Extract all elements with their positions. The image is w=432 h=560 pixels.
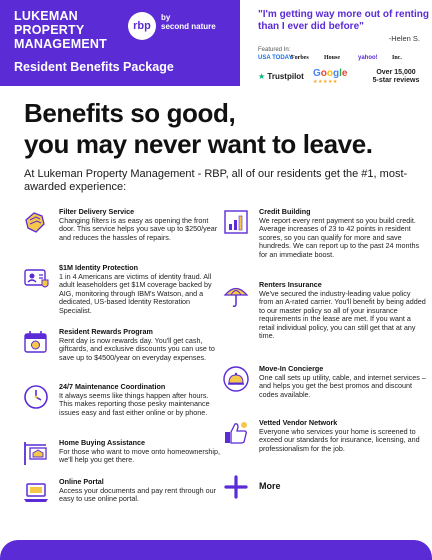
featured-label: Featured In: (258, 47, 291, 53)
benefit-description: Changing filters is as easy as opening the front door. This service helps you save up to $250/year and reduces the hassles of repairs. (59, 215, 218, 242)
press-logos (258, 55, 428, 65)
benefit-title: Renters Insurance (259, 280, 322, 289)
press-logo: USA TODAY (258, 55, 293, 61)
thumbs-up-icon (222, 419, 250, 447)
footer-bar (0, 540, 432, 560)
more-label: More (259, 481, 281, 491)
press-logo: House (324, 55, 341, 61)
laptop-icon (22, 478, 50, 506)
testimonial-quote: "I'm getting way more out of renting than I ever did before" (258, 9, 430, 32)
trustpilot-logo: ★ Trustpilot (258, 72, 304, 81)
testimonial-author: -Helen S. (388, 34, 420, 43)
rewards-calendar-icon (22, 328, 50, 356)
benefit-title: Online Portal (59, 477, 104, 486)
reviews (258, 68, 432, 86)
headline-line: Benefits so good, (24, 98, 236, 128)
benefit-title: Credit Building (259, 207, 311, 216)
partner-logo (161, 13, 216, 31)
rbp-logo: rbp (128, 12, 156, 40)
clock-icon (22, 383, 50, 411)
press-logo: yahoo! (358, 55, 378, 61)
company-line: PROPERTY (14, 23, 85, 37)
benefit-description: Everyone who services your home is screened to exceed our standards for insurance, licensing, and professionalism for the job. (259, 426, 420, 453)
identity-protection-icon (22, 264, 50, 292)
filter-delivery-icon (22, 208, 50, 236)
intro-text: At Lukeman Property Management - RBP, all of our residents get the #1, most-awarded experience: (24, 168, 408, 193)
home-sign-icon (22, 439, 50, 467)
credit-chart-icon (222, 208, 250, 236)
package-title: Resident Benefits Package (14, 60, 174, 74)
company-name (14, 9, 107, 51)
benefit-description: Rent day is now rewards day. You'll get cash, giftcards, and exclusive discounts you can use to save up to $4500/year on everyday expenses. (59, 335, 215, 362)
company-line: LUKEMAN (14, 9, 78, 23)
concierge-bell-icon (222, 365, 250, 393)
header (0, 0, 432, 86)
benefit-description: It always seems like things happen after hours. This makes reporting those pesky maintenance issues easy and fast either online or by phone. (59, 390, 210, 417)
press-logo: Forbes (291, 55, 309, 61)
benefit-description: Access your documents and pay rent through our easy to use online portal. (59, 485, 217, 504)
partner-name: second nature (161, 22, 216, 31)
star-icon: ★ (258, 72, 266, 81)
headline (24, 98, 373, 160)
plus-icon (222, 473, 250, 501)
benefit-title: Home Buying Assistance (59, 438, 146, 447)
rating-stars-icon: ★★★★★ (313, 79, 338, 85)
benefit-description: One call sets up utility, cable, and internet services – and helps you get the best promos and discount codes available. (259, 372, 426, 399)
headline-line: you may never want to leave. (24, 129, 373, 159)
benefit-title: Vetted Vendor Network (259, 418, 338, 427)
google-logo: Google (313, 68, 348, 79)
benefit-title: Resident Rewards Program (59, 327, 153, 336)
benefit-title: 24/7 Maintenance Coordination (59, 382, 166, 391)
insurance-umbrella-icon (222, 281, 250, 309)
benefit-title: Move-In Concierge (259, 364, 324, 373)
partner-by: by (161, 13, 171, 22)
benefit-description: We've secured the industry-leading value policy from an A-rated carrier. You'll benefit by being added to our master policy so all of your insurance requirements in the lease are met. If you want a retail individual policy, you can still get that at any time. (259, 288, 426, 341)
review-count: Over 15,000 5-star reviews (372, 69, 420, 84)
testimonial-panel (240, 0, 432, 86)
benefit-description: For those who want to move onto homeownership, we'll help you get there. (59, 446, 221, 465)
benefit-title: Filter Delivery Service (59, 207, 135, 216)
company-line: MANAGEMENT (14, 37, 107, 51)
press-logo: Inc. (392, 55, 402, 61)
benefit-description: We report every rent payment so you build credit. Average increases of 23 to 42 points in resident scores, so you can qualify for more and save hundreds. We can report up to the past 24 months for an immediate boost. (259, 215, 420, 259)
benefit-description: 1 in 4 Americans are victims of identity fraud. All adult leaseholders get $1M coverage backed by AIG, monitoring through IBM's Watson, and a dedicated, US-based Identity Restoration Specialist. (59, 271, 212, 315)
brand-panel (0, 0, 240, 86)
benefit-title: $1M Identity Protection (59, 263, 139, 272)
